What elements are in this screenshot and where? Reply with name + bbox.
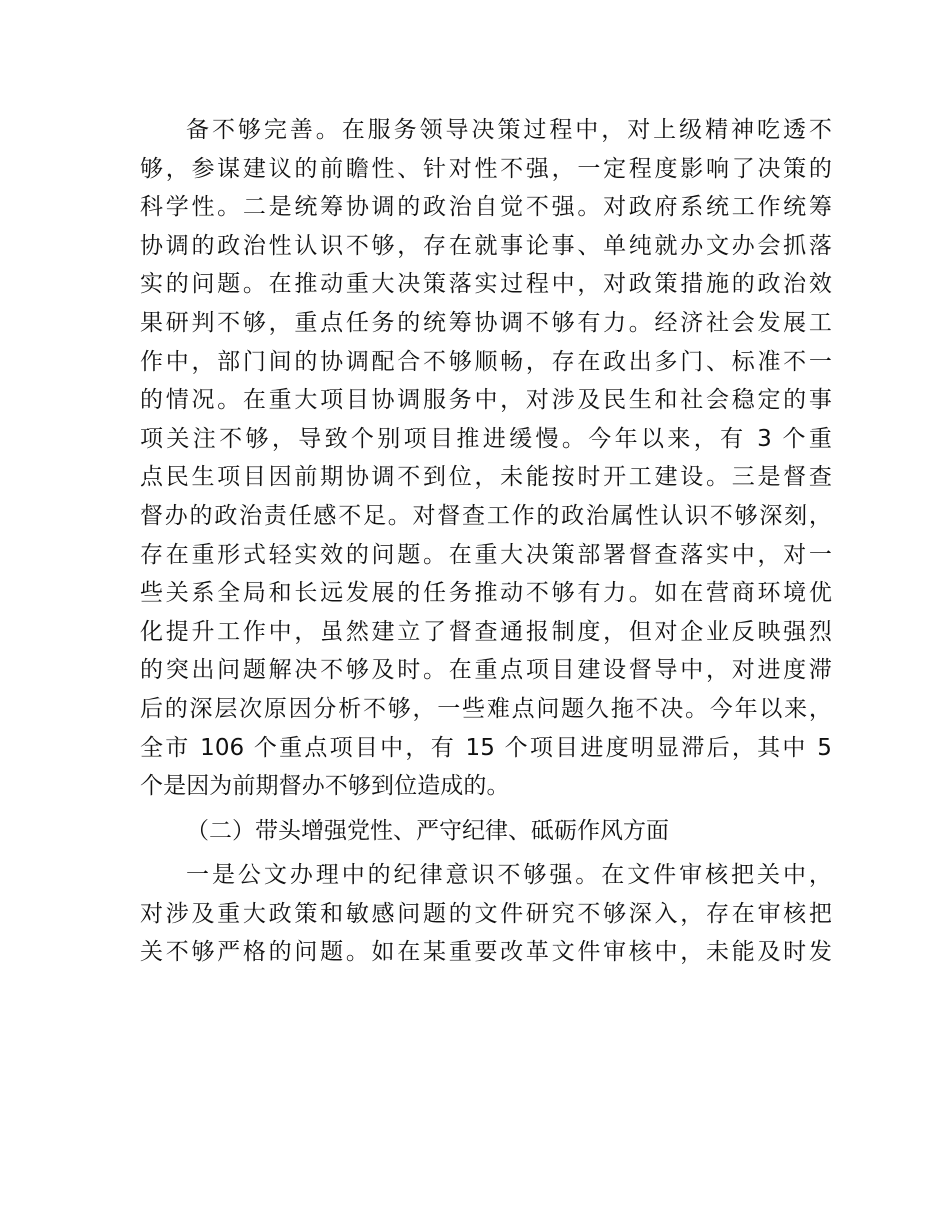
paragraph-1-line: 全市 106 个重点项目中，有 15 个项目进度明显滞后，其中 5 [140,734,832,761]
paragraph-1-line: 科学性。二是统筹协调的政治自觉不强。对政府系统工作统筹 [140,194,832,221]
paragraph-1-line: 果研判不够，重点任务的统筹协调不够有力。经济社会发展工 [140,309,832,336]
paragraph-2-line: 一是公文办理中的纪律意识不够强。在文件审核把关中， [186,862,832,889]
paragraph-1-line: 实的问题。在推动重大决策落实过程中，对政策措施的政治效 [140,271,832,298]
paragraph-1-line: 些关系全局和长远发展的任务推动不够有力。如在营商环境优 [140,580,832,607]
paragraph-1-line: 化提升工作中，虽然建立了督查通报制度，但对企业反映强烈 [140,618,832,645]
paragraph-1 [140,111,832,806]
paragraph-1-line: 项关注不够，导致个别项目推进缓慢。今年以来，有 3 个重 [140,425,832,452]
paragraph-1-line: 存在重形式轻实效的问题。在重大决策部署督查落实中，对一 [140,541,832,568]
paragraph-1-line: 后的深层次原因分析不够，一些难点问题久拖不决。今年以来， [140,695,832,722]
paragraph-1-line: 个是因为前期督办不够到位造成的。 [140,773,510,800]
section-heading: （二）带头增强党性、严守纪律、砥砺作风方面 [186,817,669,844]
paragraph-2 [140,856,832,972]
paragraph-1-line: 点民生项目因前期协调不到位，未能按时开工建设。三是督查 [140,464,832,491]
paragraph-1-line: 备不够完善。在服务领导决策过程中，对上级精神吃透不 [186,117,832,143]
paragraph-1-line: 督办的政治责任感不足。对督查工作的政治属性认识不够深刻， [140,502,832,529]
paragraph-2-line: 对涉及重大政策和敏感问题的文件研究不够深入，存在审核把 [140,900,832,927]
document-page [140,111,832,1111]
paragraph-2-line: 关不够严格的问题。如在某重要改革文件审核中，未能及时发 [140,939,832,966]
paragraph-1-line: 的情况。在重大项目协调服务中，对涉及民生和社会稳定的事 [140,387,832,414]
paragraph-1-line: 协调的政治性认识不够，存在就事论事、单纯就办文办会抓落 [140,232,832,259]
paragraph-1-line: 够，参谋建议的前瞻性、针对性不强，一定程度影响了决策的 [140,155,832,182]
paragraph-1-line: 的突出问题解决不够及时。在重点项目建设督导中，对进度滞 [140,657,832,684]
paragraph-1-line: 作中，部门间的协调配合不够顺畅，存在政出多门、标准不一 [140,348,832,375]
